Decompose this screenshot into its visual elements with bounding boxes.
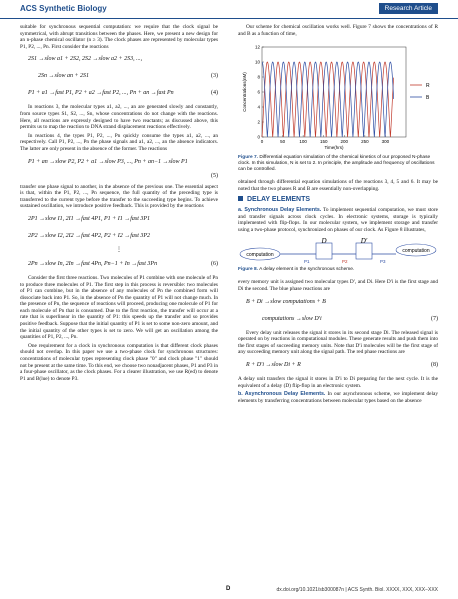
paragraph-text: In our asynchronous scheme, we implement delay elements by transferring concentrations between molecular types based on the absence [238, 391, 438, 404]
figure-8-caption [238, 267, 438, 273]
right-column [238, 24, 438, 406]
paragraph: Consider the first three reactions. Two molecules of P1 combine with one molecule of Pn to produce three molecules of P1. The first step in this process is reversible: two molecules of P1 can combine, but in the absence of any molecules of Pn the combined form will dissociate back into P1. So, in the absence of Pn the quantity of P1 will not change much. In the presence of Pn, the sequence of reactions will proceed, producing one molecule of P1 for each molecule of Pn that is consumed. Due to the first reaction, the transfer will occur at a rate that is superlinear in the quantity of P1: this speeds up the transfer and so provides positive feedback. Suppose that the initial quantity of P1 is set to some non-zero amount, and the initial quantity of the other types is set to zero. We will get an oscillation among the quantities of P1, P2, ..., Pn. [20, 274, 218, 341]
y-axis-label: Concentrations(nM) [242, 72, 247, 112]
equation-number: (5) [211, 172, 218, 179]
section-heading [238, 196, 438, 204]
x-axis-label: Time(hrs) [324, 145, 344, 151]
paragraph-text: To implement sequential computation, we must store and transfer signals across clock cycles. In electronic systems, storage is typically implemented with flip-flops. In our molecular system, we implement storage and transfer using a two-phase protocol, synchronized on phases of our clock. As Figure 8 illustrates, [238, 206, 438, 233]
y-tick-label: 10 [254, 59, 260, 65]
equation-text: 2Sn →slow an + 2S1 [38, 73, 90, 80]
journal-header [0, 0, 458, 19]
equation-5-number-row [20, 173, 218, 181]
paragraph: One requirement for a clock in synchronous computation is that different clock phases should not overlap. In this paper we use a two-phase clock for synchronous structures: concentrations of molecular types representing clock phase "0" and clock phase "1" should not be present at the same time. To this end, we choose two nonadjacent phases, P1 and P3 in a four-phase oscillator, as the clock phases. For a clearer illustration, we use R(ed) to denote P1 and B(lue) to denote P3. [20, 342, 218, 382]
equation-5 [20, 156, 218, 170]
oscillation-chart [238, 41, 438, 153]
paragraph [238, 207, 438, 233]
equation-number: (7) [431, 315, 438, 322]
equation-6a [20, 213, 218, 227]
figure-7-caption [238, 155, 438, 173]
paragraph: In reactions 4, the types P1, P2, ..., Pn quickly consume the types a1, a2, ..., an respectively. Call P1, P2, ..., Pn the phase signals and a1, a2, ..., an the absence indicators. The latter are only present in the absence of the former. The reactions [20, 132, 218, 152]
equation-text: P1 + an →slow P2, P2 + a1 →slow P3, ..., Pn + an−1 →slow P1 [28, 158, 188, 165]
equation-6b [20, 230, 218, 244]
figure-label: Figure 7. [238, 155, 258, 161]
equation-text: computations →slow D′i [262, 315, 322, 322]
phase-p1-label: P1 [304, 259, 310, 265]
paragraph: Our scheme for chemical oscillation works well. Figure 7 shows the concentrations of R and B as a function of time, [238, 24, 438, 37]
left-column [20, 24, 218, 384]
equation-8 [238, 359, 438, 373]
delay-element-diagram [238, 237, 438, 265]
subsection-heading: a. Synchronous Delay Elements. [238, 206, 322, 213]
x-tick-label: 100 [299, 139, 307, 145]
equation-number: (3) [211, 73, 218, 80]
equation-4 [20, 87, 218, 101]
y-tick-label: 2 [257, 119, 260, 125]
computation-left-label: computation [246, 252, 274, 259]
figure-7-chart [238, 41, 438, 153]
equation-text: P1 + a1 →fast P1, P2 + a2 →fast P2, ..., Pn + an →fast Pn [28, 90, 174, 97]
legend-label-B: B [426, 95, 430, 102]
x-tick-label: 250 [361, 139, 369, 145]
page-footer [0, 586, 458, 596]
series-line-B [262, 62, 394, 137]
equation-text: R + D′i →slow Di + R [246, 361, 301, 368]
y-tick-label: 6 [257, 89, 260, 95]
d-label: D [321, 237, 327, 246]
legend-label-R: R [426, 83, 430, 90]
equation-text: 2P2 →slow I2, 2I2 →fast 4P2, P2 + I2 →fast 3P2 [28, 232, 151, 239]
equation-text: B + Di →slow computations + B [246, 298, 326, 305]
paragraph: In reactions 3, the molecular types a1, a2, ..., an are generated slowly and constantly, from source types S1, S2, ..., Sn, whose concentrations do not change with the reactions. Here, all reactions are expressly designed to have two reactants; as discussed above, this permits us to map the reaction to DNA strand displacement reactions effectively. [20, 104, 218, 131]
equation-text: 2S1 →slow a1 + 2S2, 2S2 →slow a2 + 2S3, ..., [28, 56, 143, 63]
equation-7b [238, 313, 438, 327]
caption-text: A delay element in the synchronous scheme. [258, 267, 355, 273]
paragraph: every memory unit is assigned two molecular types D′, and Di. Here D′i is the first stage and Di the second. The blue phase reactions are [238, 279, 438, 292]
equation-3a [20, 53, 218, 67]
x-tick-label: 300 [381, 139, 390, 145]
equation-6c [20, 258, 218, 272]
equation-number: (8) [431, 361, 438, 368]
paragraph: A delay unit transfers the signal it stores in D′i to Di preparing for the next cycle. It is the equivalent of a delay (D) flip-flop in an electronic system. [238, 375, 438, 389]
computation-right-label: computation [402, 248, 430, 255]
paragraph [238, 391, 438, 404]
x-tick-label: 0 [260, 139, 264, 145]
d-box [316, 243, 332, 259]
caption-text: Differential equation simulation of the chemical kinetics of our proposed N-phase clock. In this simulation, N is set to 2. In principle, the amplitude and frequency of oscillations can be controlled. [238, 155, 435, 173]
section-square-icon [238, 196, 243, 201]
x-tick-label: 200 [340, 139, 349, 145]
equation-7a [238, 296, 438, 310]
subsection-heading: b. Asynchronous Delay Elements. [238, 391, 326, 398]
y-tick-label: 8 [257, 74, 260, 80]
doi-citation: dx.doi.org/10.1021/sb300087n | ACS Synth. Biol. XXXX, XXX, XXX−XXX [276, 587, 438, 593]
article-type-badge: Research Article [379, 3, 438, 14]
dprime-box [356, 243, 372, 259]
y-tick-label: 12 [254, 44, 260, 50]
paragraph: Every delay unit releases the signal it stores in its second stage Di. The released signal is operated on by reactions in computational modules. These generate results and push them into the first stages of succeeding memory units. Note that D′i molecules will be the first stage of any succeeding memory unit along the signal path. The red phase reactions are [238, 329, 438, 356]
y-tick-label: 0 [257, 134, 260, 140]
equation-text: 2Pn →slow In, 2In →fast 4Pn, Pn−1 + In →fast 3Pn [28, 260, 158, 267]
figure-label: Figure 8. [238, 267, 258, 273]
paragraph: obtained through differential equation simulations of the reactions 3, 4, 5 and 6. It may be noted that the two phases R and B are essentially non-overlapping. [238, 179, 438, 192]
x-tick-label: 50 [280, 139, 286, 145]
section-title: DELAY ELEMENTS [247, 196, 311, 204]
phase-p2-label: P2 [342, 259, 348, 265]
equation-3b [20, 70, 218, 84]
phase-p3-label: P3 [380, 259, 386, 265]
dprime-label: D′ [360, 237, 368, 246]
equation-number: (4) [211, 90, 218, 97]
y-tick-label: 4 [257, 104, 260, 110]
equation-ellipsis: ⋮ [116, 246, 122, 253]
paragraph: suitable for synchronous sequential computation: we require that the clock signal be symmetrical, with abrupt transitions between the phases. Here, we present a new design for an n-phase chemical oscillator (n ≥ 3). The clock phases are represented by molecular types P1, P2, ..., Pn. First consider the reactions [20, 24, 218, 50]
equation-number: (6) [211, 260, 218, 267]
journal-title: ACS Synthetic Biology [20, 4, 107, 13]
page-number: D [226, 586, 231, 592]
paragraph: transfer one phase signal to another, in the absence of the previous one. The essential aspect is that, within the P1, P2, ..., Pn sequence, the full quantity of the preceding type is transferred to the current type before the transfer to the succeeding type begins. To achieve sustained oscillation, we introduce positive feedback. This is provided by the reactions [20, 183, 218, 210]
x-tick-label: 150 [319, 139, 328, 145]
equation-text: 2P1 →slow I1, 2I1 →fast 4P1, P1 + I1 →fast 3P1 [28, 215, 151, 222]
figure-8-diagram [238, 237, 438, 265]
